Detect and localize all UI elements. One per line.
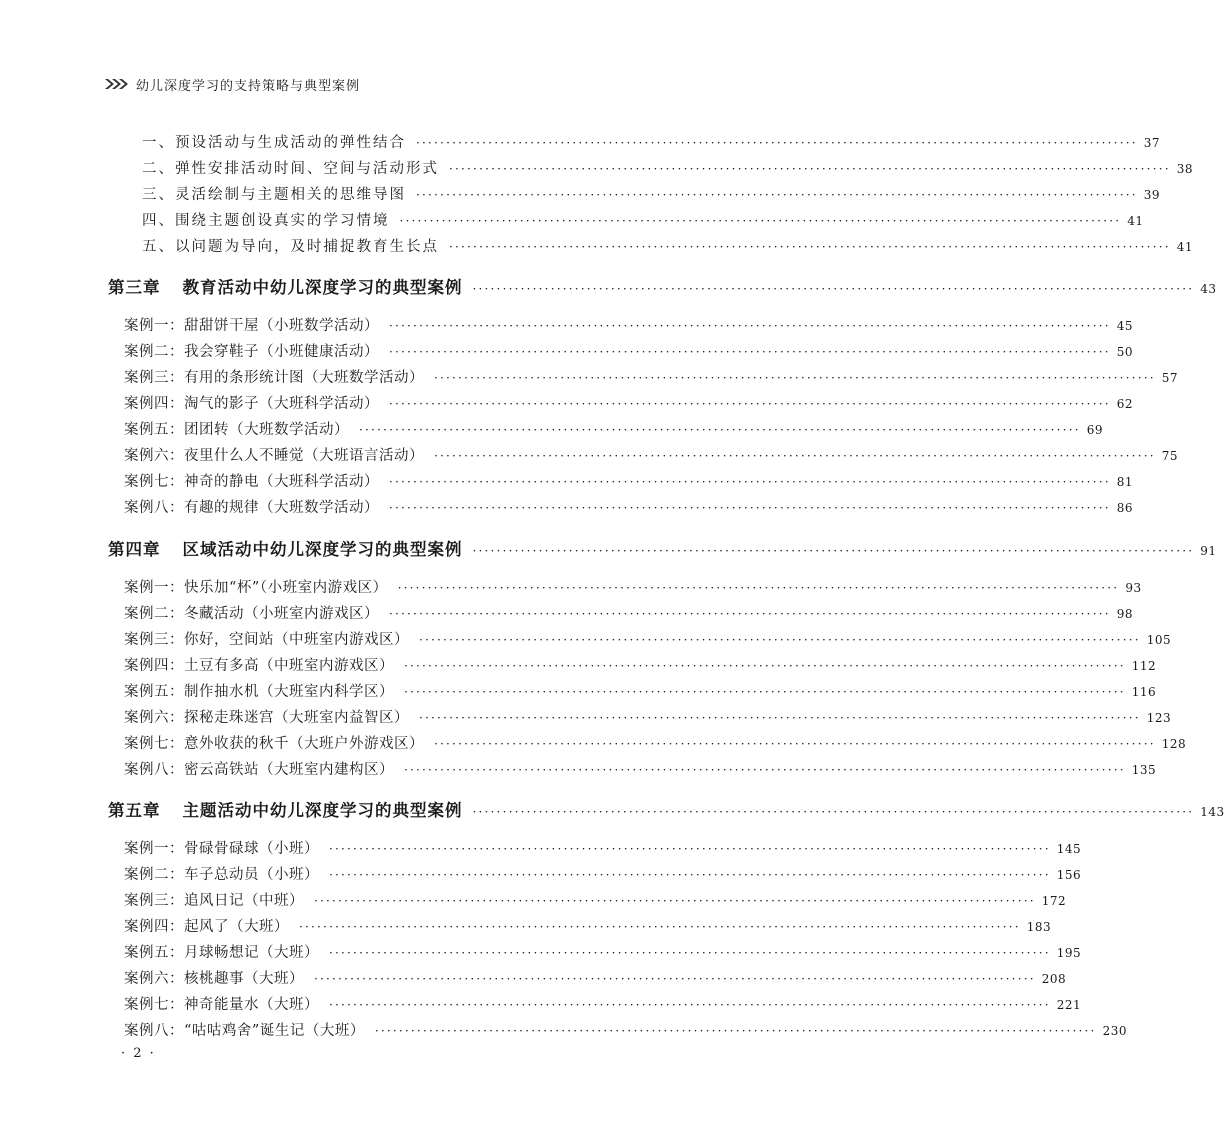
entry-label: 二、弹性安排活动时间、空间与活动形式 <box>142 161 439 177</box>
toc-case-entry[interactable] <box>124 706 1172 727</box>
entry-page-number: 37 <box>1143 136 1161 150</box>
chapter-heading <box>108 797 463 821</box>
entry-page-number: 41 <box>1176 240 1194 254</box>
dot-leader: ························································································································ <box>397 581 1120 595</box>
dot-leader: ························································································································ <box>449 162 1171 176</box>
dot-leader: ························································································································ <box>472 282 1195 296</box>
chapter-number: 第五章 <box>108 801 161 820</box>
chapter-number: 第三章 <box>108 278 161 297</box>
entry-page-number: 98 <box>1116 607 1134 621</box>
toc-case-entry[interactable] <box>124 993 1082 1014</box>
entry-label: 案例八：密云高铁站（大班室内建构区） <box>124 762 394 778</box>
entry-page-number: 183 <box>1026 920 1052 934</box>
toc-case-entry[interactable] <box>124 863 1082 884</box>
entry-page-number: 62 <box>1116 397 1134 411</box>
toc-case-entry[interactable] <box>124 340 1134 361</box>
entry-page-number: 172 <box>1041 894 1067 908</box>
dot-leader: ························································································································ <box>389 397 1111 411</box>
toc-chapter-entry[interactable] <box>108 274 1217 298</box>
entry-page-number: 143 <box>1200 805 1225 819</box>
toc-case-entry[interactable] <box>124 392 1134 413</box>
chapter-title: 教育活动中幼儿深度学习的典型案例 <box>182 278 463 297</box>
entry-label: 案例一：骨碌骨碌球（小班） <box>124 841 319 857</box>
entry-label: 三、灵活绘制与主题相关的思维导图 <box>142 187 406 203</box>
toc-case-entry[interactable] <box>124 628 1172 649</box>
dot-leader: ························································································································ <box>389 345 1111 359</box>
entry-label: 一、预设活动与生成活动的弹性结合 <box>142 135 406 151</box>
entry-label: 案例一：快乐加“杯”（小班室内游戏区） <box>124 580 388 596</box>
dot-leader: ························································································································ <box>404 763 1126 777</box>
chapter-heading <box>108 274 463 298</box>
dot-leader: ························································································································ <box>329 946 1051 960</box>
entry-page-number: 69 <box>1086 423 1104 437</box>
entry-page-number: 50 <box>1116 345 1134 359</box>
entry-label: 案例二：冬藏活动（小班室内游戏区） <box>124 606 379 622</box>
dot-leader: ························································································································ <box>389 319 1111 333</box>
toc-case-entry[interactable] <box>124 418 1104 439</box>
entry-label: 案例三：你好，空间站（中班室内游戏区） <box>124 632 409 648</box>
entry-label: 案例五：制作抽水机（大班室内科学区） <box>124 684 394 700</box>
dot-leader: ························································································································ <box>399 214 1122 228</box>
entry-page-number: 75 <box>1161 449 1179 463</box>
dot-leader: ························································································································ <box>314 894 1036 908</box>
toc-case-entry[interactable] <box>124 732 1187 753</box>
dot-leader: ························································································································ <box>404 659 1126 673</box>
chapter-number: 第四章 <box>108 540 161 559</box>
toc-case-entry[interactable] <box>124 654 1157 675</box>
toc-case-entry[interactable] <box>124 889 1067 910</box>
entry-label: 案例六：夜里什么人不睡觉（大班语言活动） <box>124 448 424 464</box>
entry-page-number: 230 <box>1102 1024 1127 1038</box>
dot-leader: ························································································································ <box>419 633 1141 647</box>
entry-page-number: 145 <box>1056 842 1082 856</box>
dot-leader: ························································································································ <box>329 842 1051 856</box>
chapter-title: 主题活动中幼儿深度学习的典型案例 <box>182 801 463 820</box>
toc-case-entry[interactable] <box>124 314 1134 335</box>
toc-section-entry[interactable] <box>142 131 1161 152</box>
running-head-title: 幼儿深度学习的支持策略与典型案例 <box>136 78 361 94</box>
dot-leader: ························································································································ <box>472 805 1195 819</box>
entry-label: 案例四：淘气的影子（大班科学活动） <box>124 396 379 412</box>
dot-leader: ························································································································ <box>314 972 1036 986</box>
entry-label: 案例五：团团转（大班数学活动） <box>124 422 349 438</box>
entry-page-number: 91 <box>1200 544 1217 558</box>
dot-leader: ························································································································ <box>389 501 1111 515</box>
entry-page-number: 93 <box>1125 581 1142 595</box>
toc-chapter-entry[interactable] <box>108 536 1217 560</box>
dot-leader: ························································································································ <box>416 188 1138 202</box>
entry-label: 案例二：我会穿鞋子（小班健康活动） <box>124 344 379 360</box>
chapter-heading <box>108 536 463 560</box>
dot-leader: ························································································································ <box>434 449 1156 463</box>
toc-case-entry[interactable] <box>124 496 1134 517</box>
dot-leader: ························································································································ <box>419 711 1141 725</box>
toc-case-entry[interactable] <box>124 444 1179 465</box>
dot-leader: ························································································································ <box>329 998 1051 1012</box>
dot-leader: ························································································································ <box>389 607 1111 621</box>
dot-leader: ························································································································ <box>374 1024 1097 1038</box>
chapter-title: 区域活动中幼儿深度学习的典型案例 <box>182 540 463 559</box>
dot-leader: ························································································································ <box>329 868 1051 882</box>
entry-label: 案例六：核桃趣事（大班） <box>124 971 304 987</box>
entry-label: 案例七：神奇的静电（大班科学活动） <box>124 474 379 490</box>
dot-leader: ························································································································ <box>359 423 1081 437</box>
toc-case-entry[interactable] <box>124 576 1142 597</box>
entry-page-number: 208 <box>1041 972 1067 986</box>
toc-case-entry[interactable] <box>124 758 1157 779</box>
entry-page-number: 43 <box>1200 282 1217 296</box>
toc-case-entry[interactable] <box>124 470 1134 491</box>
toc-case-entry[interactable] <box>124 366 1179 387</box>
toc-case-entry[interactable] <box>124 941 1082 962</box>
entry-page-number: 195 <box>1056 946 1082 960</box>
toc-section-entry[interactable] <box>142 157 1194 178</box>
entry-label: 案例六：探秘走珠迷宫（大班室内益智区） <box>124 710 409 726</box>
entry-label: 四、围绕主题创设真实的学习情境 <box>142 213 390 229</box>
dot-leader: ························································································································ <box>472 544 1195 558</box>
dot-leader: ························································································································ <box>449 240 1171 254</box>
entry-label: 案例一：甜甜饼干屋（小班数学活动） <box>124 318 379 334</box>
entry-label: 案例八：有趣的规律（大班数学活动） <box>124 500 379 516</box>
entry-page-number: 135 <box>1131 763 1157 777</box>
toc-case-entry[interactable] <box>124 967 1067 988</box>
entry-page-number: 41 <box>1127 214 1144 228</box>
entry-label: 案例二：车子总动员（小班） <box>124 867 319 883</box>
toc-case-entry[interactable] <box>124 1019 1127 1040</box>
dot-leader: ························································································································ <box>434 737 1156 751</box>
toc-section-entry[interactable] <box>142 183 1161 204</box>
entry-label: 案例四：起风了（大班） <box>124 919 289 935</box>
entry-page-number: 38 <box>1176 162 1194 176</box>
entry-page-number: 116 <box>1131 685 1157 699</box>
toc-chapter-entry[interactable] <box>108 797 1225 821</box>
entry-page-number: 57 <box>1161 371 1179 385</box>
entry-page-number: 86 <box>1116 501 1134 515</box>
entry-label: 案例四：土豆有多高（中班室内游戏区） <box>124 658 394 674</box>
toc-section-entry[interactable] <box>142 235 1194 256</box>
page-number: · 2 · <box>121 1046 156 1061</box>
entry-page-number: 39 <box>1143 188 1161 202</box>
entry-label: 案例七：神奇能量水（大班） <box>124 997 319 1013</box>
toc-case-entry[interactable] <box>124 680 1157 701</box>
entry-page-number: 156 <box>1056 868 1082 882</box>
entry-page-number: 123 <box>1146 711 1172 725</box>
entry-label: 案例七：意外收获的秋千（大班户外游戏区） <box>124 736 424 752</box>
toc-case-entry[interactable] <box>124 915 1052 936</box>
dot-leader: ························································································································ <box>299 920 1021 934</box>
entry-label: 案例八：“咕咕鸡舍”诞生记（大班） <box>124 1023 365 1039</box>
toc-case-entry[interactable] <box>124 837 1082 858</box>
entry-page-number: 128 <box>1161 737 1187 751</box>
dot-leader: ························································································································ <box>416 136 1138 150</box>
entry-page-number: 112 <box>1131 659 1157 673</box>
entry-label: 案例五：月球畅想记（大班） <box>124 945 319 961</box>
toc-case-entry[interactable] <box>124 602 1134 623</box>
entry-label: 案例三：追风日记（中班） <box>124 893 304 909</box>
entry-page-number: 221 <box>1056 998 1082 1012</box>
entry-page-number: 81 <box>1116 475 1134 489</box>
dot-leader: ························································································································ <box>389 475 1111 489</box>
entry-label: 案例三：有用的条形统计图（大班数学活动） <box>124 370 424 386</box>
entry-page-number: 105 <box>1146 633 1172 647</box>
entry-label: 五、以问题为导向，及时捕捉教育生长点 <box>142 239 439 255</box>
dot-leader: ························································································································ <box>404 685 1126 699</box>
entry-page-number: 45 <box>1116 319 1134 333</box>
toc-section-entry[interactable] <box>142 209 1144 230</box>
dot-leader: ························································································································ <box>434 371 1156 385</box>
